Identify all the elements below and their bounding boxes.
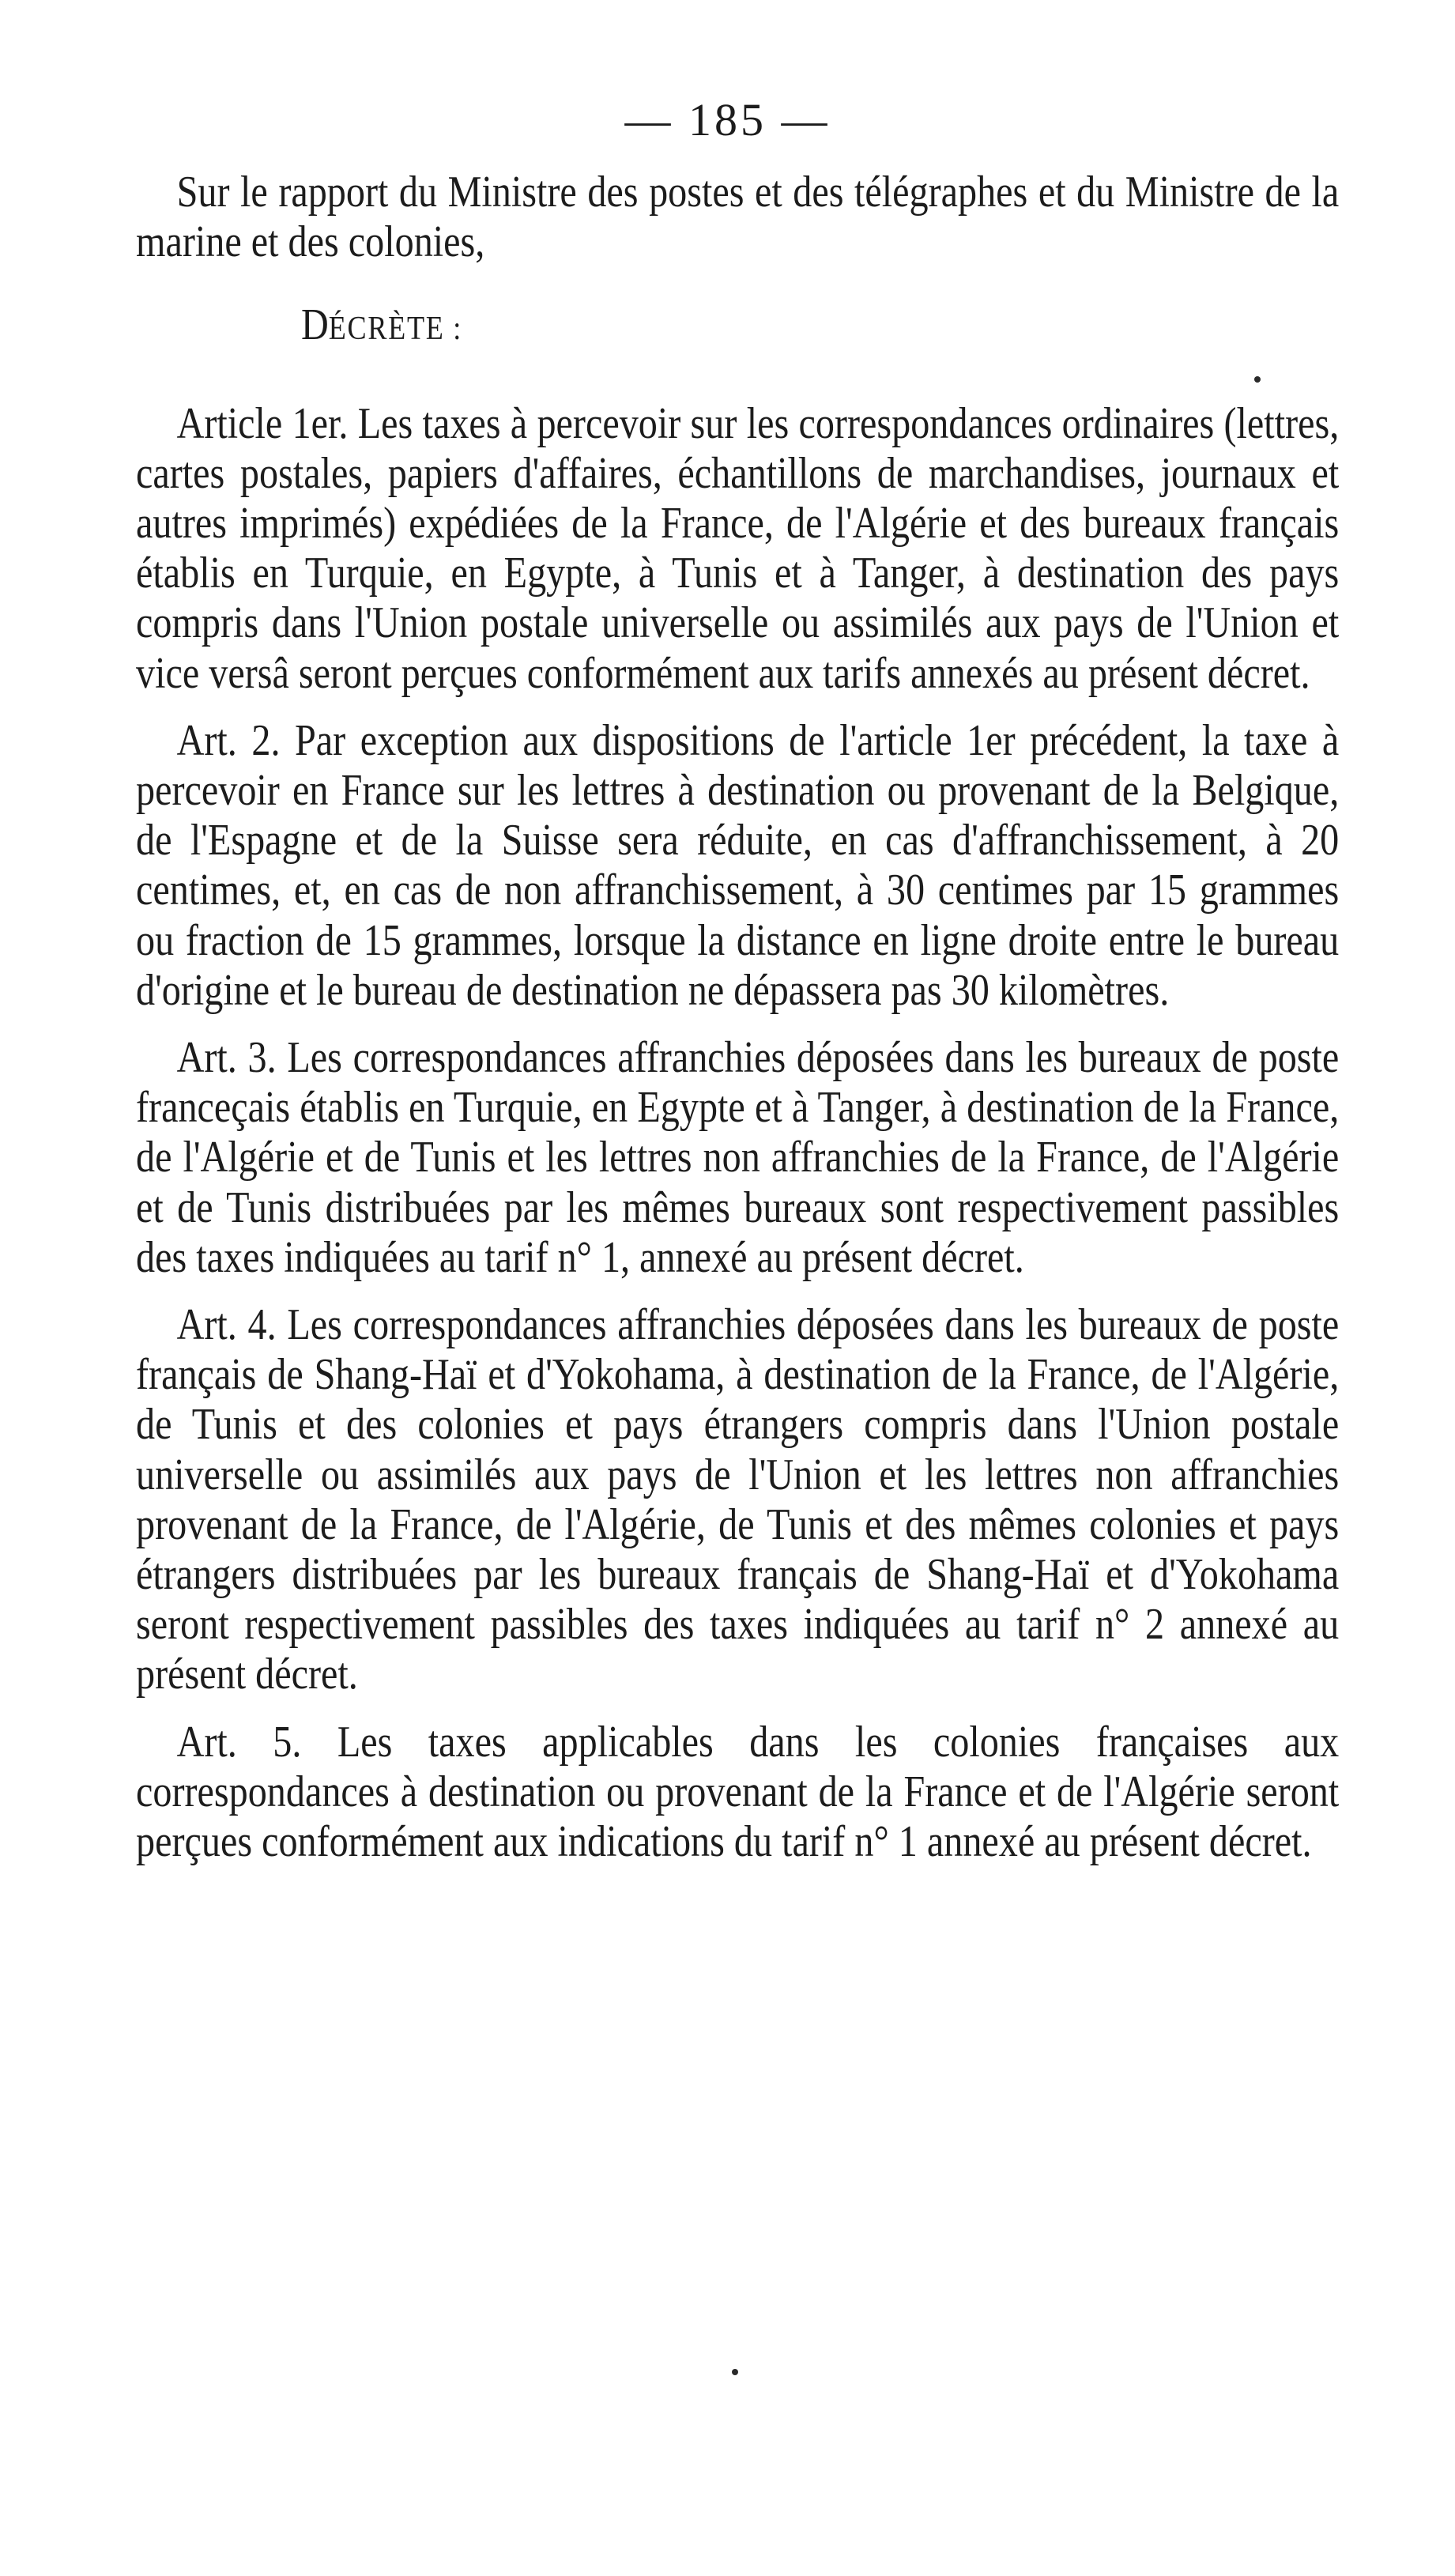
article-2 bbox=[136, 716, 1339, 1016]
preamble-paragraph: Sur le rapport du Ministre des postes et des télégraphes et du Ministre de la marine et des colonies, bbox=[136, 168, 1340, 267]
article-4 bbox=[136, 1300, 1339, 1700]
page-number: — 185 — bbox=[624, 94, 831, 145]
decree-rest: ÉCRÈTE : bbox=[328, 311, 463, 348]
article-text: Les correspondances affranchies déposées dans les bureaux de poste français de Shang-Haï et d'Yokohama, à destination de la France, de l'Algérie, de Tunis et des colonies et pays étrangers compris dans l'Union postale universelle ou assimilés aux pays de l'Union et les lettres non affranchies provenant de la France, de l'Algérie, de Tunis et des mêmes colonies et pays étrangers distribuées par les bureaux français de Shang-Haï et d'Yokohama seront respectivement passibles des taxes indiquées au tarif n° 2 annexé au présent décret. bbox=[136, 1300, 1340, 1699]
article-text: Les taxes à percevoir sur les correspondances ordinaires (lettres, cartes postales, papiers d'affaires, échantillons de marchandises, journaux et autres imprimés) expédiées de la France, de l'Algérie et des bureaux français établis en Turquie, en Egypte, à Tunis et à Tanger, à destination des pays compris dans l'Union postale universelle ou assimilés aux pays de l'Union et vice versâ seront perçues conformément aux tarifs annexés au présent décret. bbox=[136, 398, 1340, 698]
article-1 bbox=[136, 399, 1339, 699]
decree-heading bbox=[136, 300, 1339, 354]
article-label: Article 1er. bbox=[176, 398, 349, 448]
ink-speck bbox=[732, 2369, 738, 2375]
article-5 bbox=[136, 1718, 1339, 1868]
document-body bbox=[136, 168, 1339, 1884]
article-text: Les correspondances affranchies déposées dans les bureaux de poste franceçais établis en Turquie, en Egypte et à Tanger, à destination de la France, de l'Algérie et de Tunis et les lettres non affranchies de la France, de l'Algérie et de Tunis distribuées par les mêmes bureaux sont respectivement passibles des taxes indiquées au tarif n° 1, annexé au présent décret. bbox=[136, 1033, 1340, 1282]
article-text: Par exception aux dispositions de l'article 1er précédent, la taxe à percevoir en France sur les lettres à destination ou provenant de la Belgique, de l'Espagne et de la Suisse sera réduite, en cas d'affranchissement, à 20 centimes, et, en cas de non affranchissement, à 30 centimes par 15 grammes ou fraction de 15 grammes, lorsque la distance en ligne droite entre le bureau d'origine et le bureau de destination ne dépassera pas 30 kilomètres. bbox=[136, 715, 1340, 1015]
article-text: Les taxes applicables dans les colonies françaises aux correspondances à destination ou provenant de la France et de l'Algérie seront perçues conformément aux indications du tarif n° 1 annexé au présent décret. bbox=[136, 1717, 1340, 1867]
article-label: Art. 3. bbox=[176, 1033, 277, 1083]
ink-speck bbox=[1254, 376, 1261, 383]
article-label: Art. 5. bbox=[176, 1717, 302, 1767]
article-3 bbox=[136, 1033, 1339, 1283]
article-label: Art. 2. bbox=[176, 715, 281, 765]
decree-initial: D bbox=[300, 300, 329, 350]
article-label: Art. 4. bbox=[176, 1300, 277, 1350]
